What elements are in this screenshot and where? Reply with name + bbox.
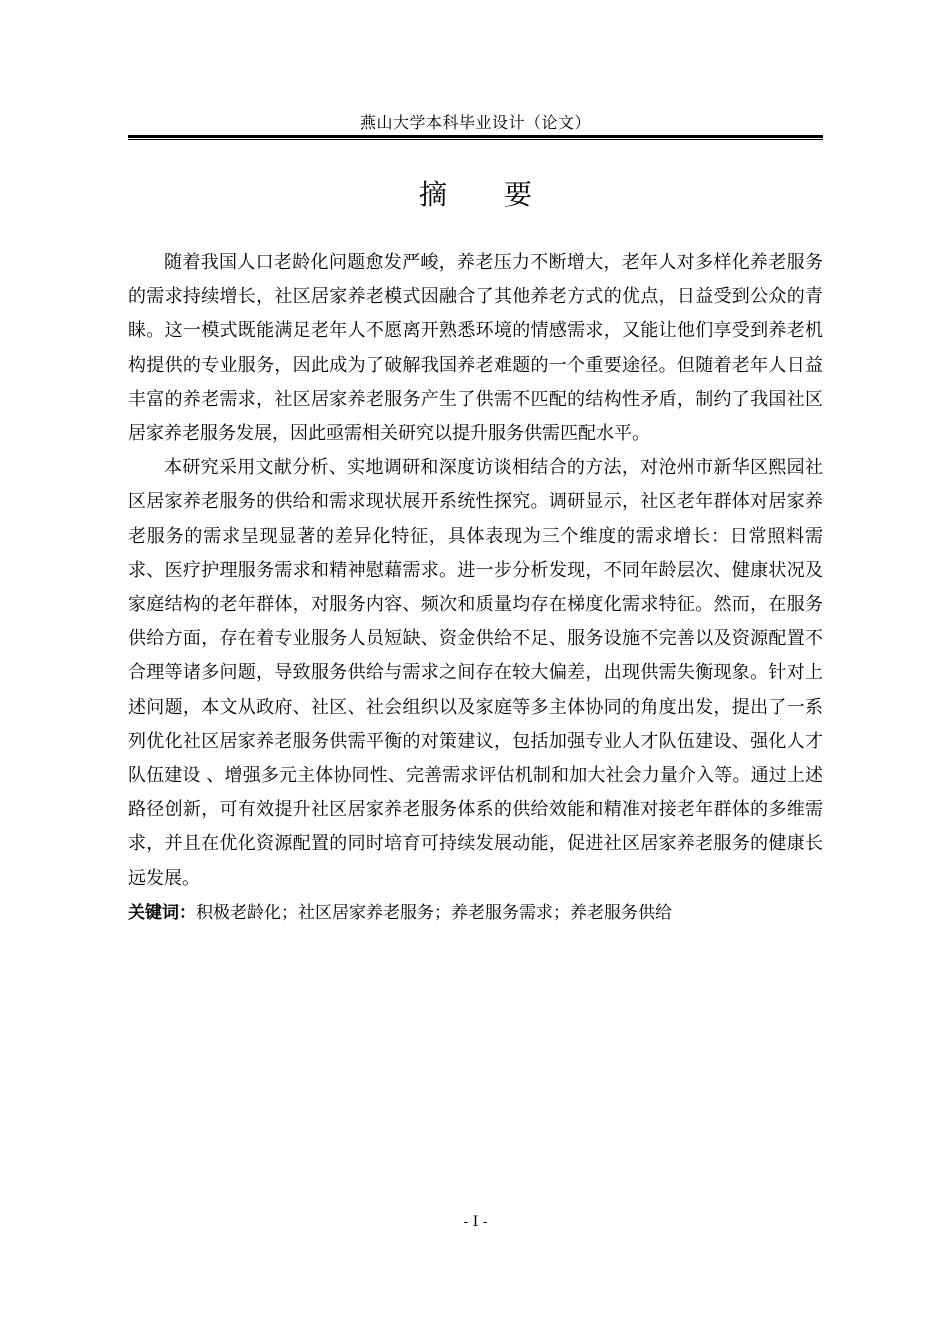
keywords-list: 积极老龄化；社区居家养老服务；养老服务需求；养老服务供给	[196, 902, 672, 923]
running-header: 燕山大学本科毕业设计（论文）	[359, 113, 591, 132]
abstract-paragraph-2: 本研究采用文献分析、实地调研和深度访谈相结合的方法，对沧州市新华区熙园社区居家养老服务的供给和需求现状展开系统性探究。调研显示，社区老年群体对居家养老服务的需求呈现显著的差异化特征，具体表现为三个维度的需求增长：日常照料需求、医疗护理服务需求和精神慰藉需求。进一步分析发现，不同年龄层次、健康状况及家庭结构的老年群体，对服务内容、频次和质量均存在梯度化需求特征。然而，在服务供给方面，存在着专业服务人员短缺、资金供给不足、服务设施不完善以及资源配置不合理等诸多问题，导致服务供给与需求之间存在较大偏差，出现供需失衡现象。针对上述问题，本文从政府、社区、社会组织以及家庭等多主体协同的角度出发，提出了一系列优化社区居家养老服务供需平衡的对策建议，包括加强专业人才队伍建设、强化人才队伍建设 、增强多元主体协同性、完善需求评估机制和加大社会力量介入等。通过上述路径创新，可有效提升社区居家养老服务体系的供给效能和精准对接老年群体的多维需求，并且在优化资源配置的同时培育可持续发展动能，促进社区居家养老服务的健康长远发展。	[128, 457, 823, 889]
header-rule-thin-line	[128, 139, 823, 140]
abstract-title: 摘 要	[419, 178, 556, 211]
abstract-body	[128, 246, 823, 930]
header-rule-thick-line	[128, 135, 823, 138]
keywords-label: 关键词：	[128, 902, 196, 923]
header-rule	[128, 135, 823, 139]
abstract-paragraph-1: 随着我国人口老龄化问题愈发严峻，养老压力不断增大，老年人对多样化养老服务的需求持续增长，社区居家养老模式因融合了其他养老方式的优点，日益受到公众的青睐。这一模式既能满足老年人不愿离开熟悉环境的情感需求，又能让他们享受到养老机构提供的专业服务，因此成为了破解我国养老难题的一个重要途径。但随着老年人日益丰富的养老需求，社区居家养老服务产生了供需不匹配的结构性矛盾，制约了我国社区居家养老服务发展，因此亟需相关研究以提升服务供需匹配水平。	[128, 252, 823, 445]
keywords-line	[128, 896, 823, 930]
page-number: - I -	[463, 1214, 488, 1230]
